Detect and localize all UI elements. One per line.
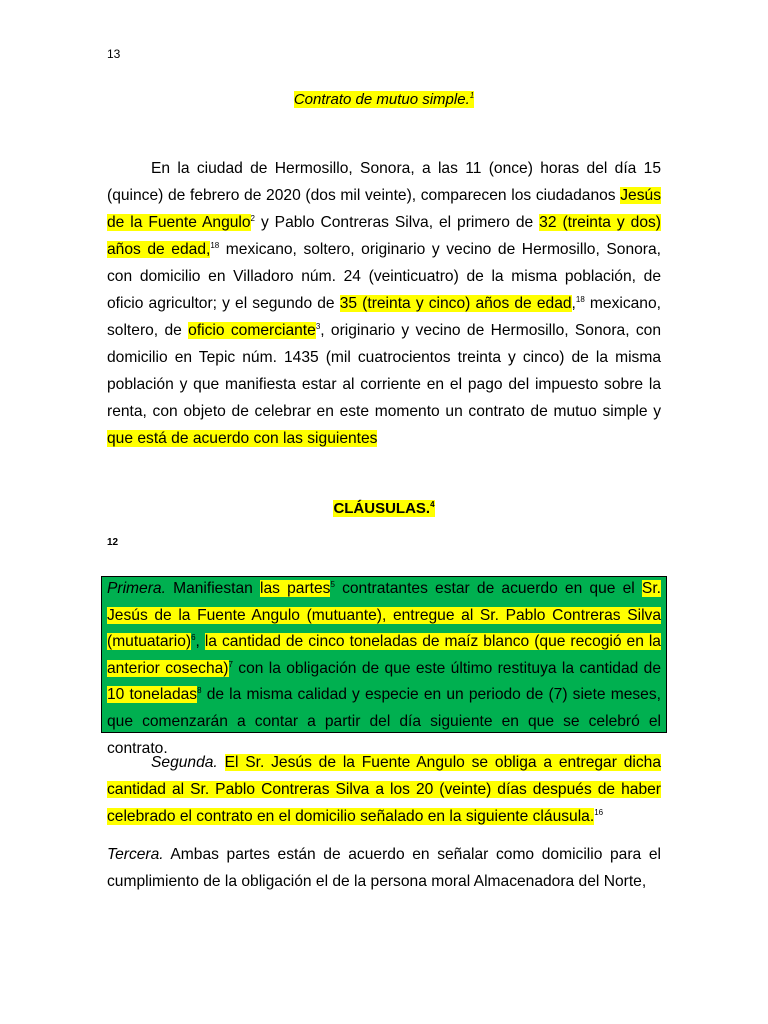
footnote-ref: 1 bbox=[469, 91, 475, 100]
page-number: 13 bbox=[107, 47, 121, 61]
footnote-ref: 3 bbox=[315, 322, 321, 331]
footnote-ref: 18 bbox=[210, 241, 220, 250]
clause-label: Tercera. bbox=[107, 846, 164, 863]
text-run: Ambas partes están de acuerdo en señalar como domicilio para el cumplimiento de la obligación el de la persona moral Almacenadora del Norte, bbox=[107, 846, 661, 890]
clause-primera bbox=[107, 576, 661, 762]
text-run: mexicano, soltero, de bbox=[107, 295, 661, 339]
footnote-ref: 16 bbox=[594, 808, 604, 817]
clause-segunda bbox=[107, 749, 661, 830]
clause-label: Segunda. bbox=[151, 754, 218, 771]
text-run: con la obligación de que este último restituya la cantidad de bbox=[232, 659, 662, 677]
highlight-text: 35 (treinta y cinco) años de edad bbox=[339, 295, 572, 312]
page-number-mid: 12 bbox=[107, 537, 119, 548]
text-run: , bbox=[195, 633, 205, 651]
footnote-ref: 4 bbox=[430, 500, 435, 509]
text-run: mexicano, soltero, originario y vecino de Hermosillo, Sonora, con domicilio en Villadoro núm. 24 (veinticuatro) de la misma población, de oficio agricultor; y el segundo de bbox=[107, 241, 661, 312]
clausulas-heading bbox=[0, 500, 768, 517]
text-run: En la ciudad de Hermosillo, Sonora, a las 11 (once) horas del día 15 (quince) de febrero de 2020 (dos mil veinte), comparecen los ciudadanos bbox=[107, 160, 661, 204]
clause-label: Primera. bbox=[107, 580, 166, 597]
text-run: Manifiestan bbox=[165, 580, 260, 597]
highlight-text: El Sr. Jesús de la Fuente Angulo se obliga a entregar dicha cantidad al Sr. Pablo Contreras Silva a los 20 (veinte) días después de haber celebrado el contrato en el domicilio señalado en la siguiente cláusula. bbox=[107, 754, 661, 825]
footnote-ref: 2 bbox=[250, 214, 255, 223]
text-run bbox=[218, 754, 225, 771]
document-title bbox=[0, 91, 768, 108]
text-run: de la misma calidad y especie en un periodo de (7) siete meses, que comenzarán a contar a partir del día siguiente en que se celebró el contrato. bbox=[107, 686, 661, 757]
text-run: contratantes estar de acuerdo en que el bbox=[334, 580, 642, 597]
highlight-text: la cantidad de cinco toneladas de maíz blanco (que recogió en la anterior cosecha) bbox=[107, 633, 661, 677]
footnote-ref: 8 bbox=[197, 686, 202, 696]
highlight-text: Jesús de la Fuente Angulo bbox=[107, 187, 661, 231]
highlight-text: las partes bbox=[260, 580, 331, 597]
title-text: Contrato de mutuo simple. bbox=[293, 91, 470, 108]
footnote-ref: 18 bbox=[575, 295, 585, 304]
highlight-text: oficio comerciante bbox=[188, 322, 316, 339]
footnote-ref: 7 bbox=[228, 659, 233, 669]
footnote-ref: 6 bbox=[191, 633, 196, 643]
highlight-text: 10 toneladas bbox=[107, 686, 198, 704]
text-run: y Pablo Contreras Silva, el primero de bbox=[255, 214, 540, 231]
footnote-ref: 5 bbox=[330, 580, 335, 589]
clause-tercera bbox=[107, 841, 661, 895]
text-run: , originario y vecino de Hermosillo, Sonora, con domicilio en Tepic núm. 1435 (mil cuatrocientos treinta y cinco) de la misma población y que manifiesta estar al corriente en el pago del impuesto sobre la renta, con objeto de celebrar en este momento un contrato de mutuo simple y bbox=[107, 322, 661, 420]
highlight-text: 32 (treinta y dos) años de edad, bbox=[107, 214, 661, 258]
intro-paragraph bbox=[107, 155, 661, 452]
heading-text: CLÁUSULAS. bbox=[333, 500, 431, 517]
text-run: , bbox=[571, 295, 576, 312]
highlight-text: que está de acuerdo con las siguientes bbox=[107, 430, 378, 447]
highlight-text: Sr. Jesús de la Fuente Angulo (mutuante), entregue al Sr. Pablo Contreras Silva (mutuatario) bbox=[107, 580, 661, 651]
